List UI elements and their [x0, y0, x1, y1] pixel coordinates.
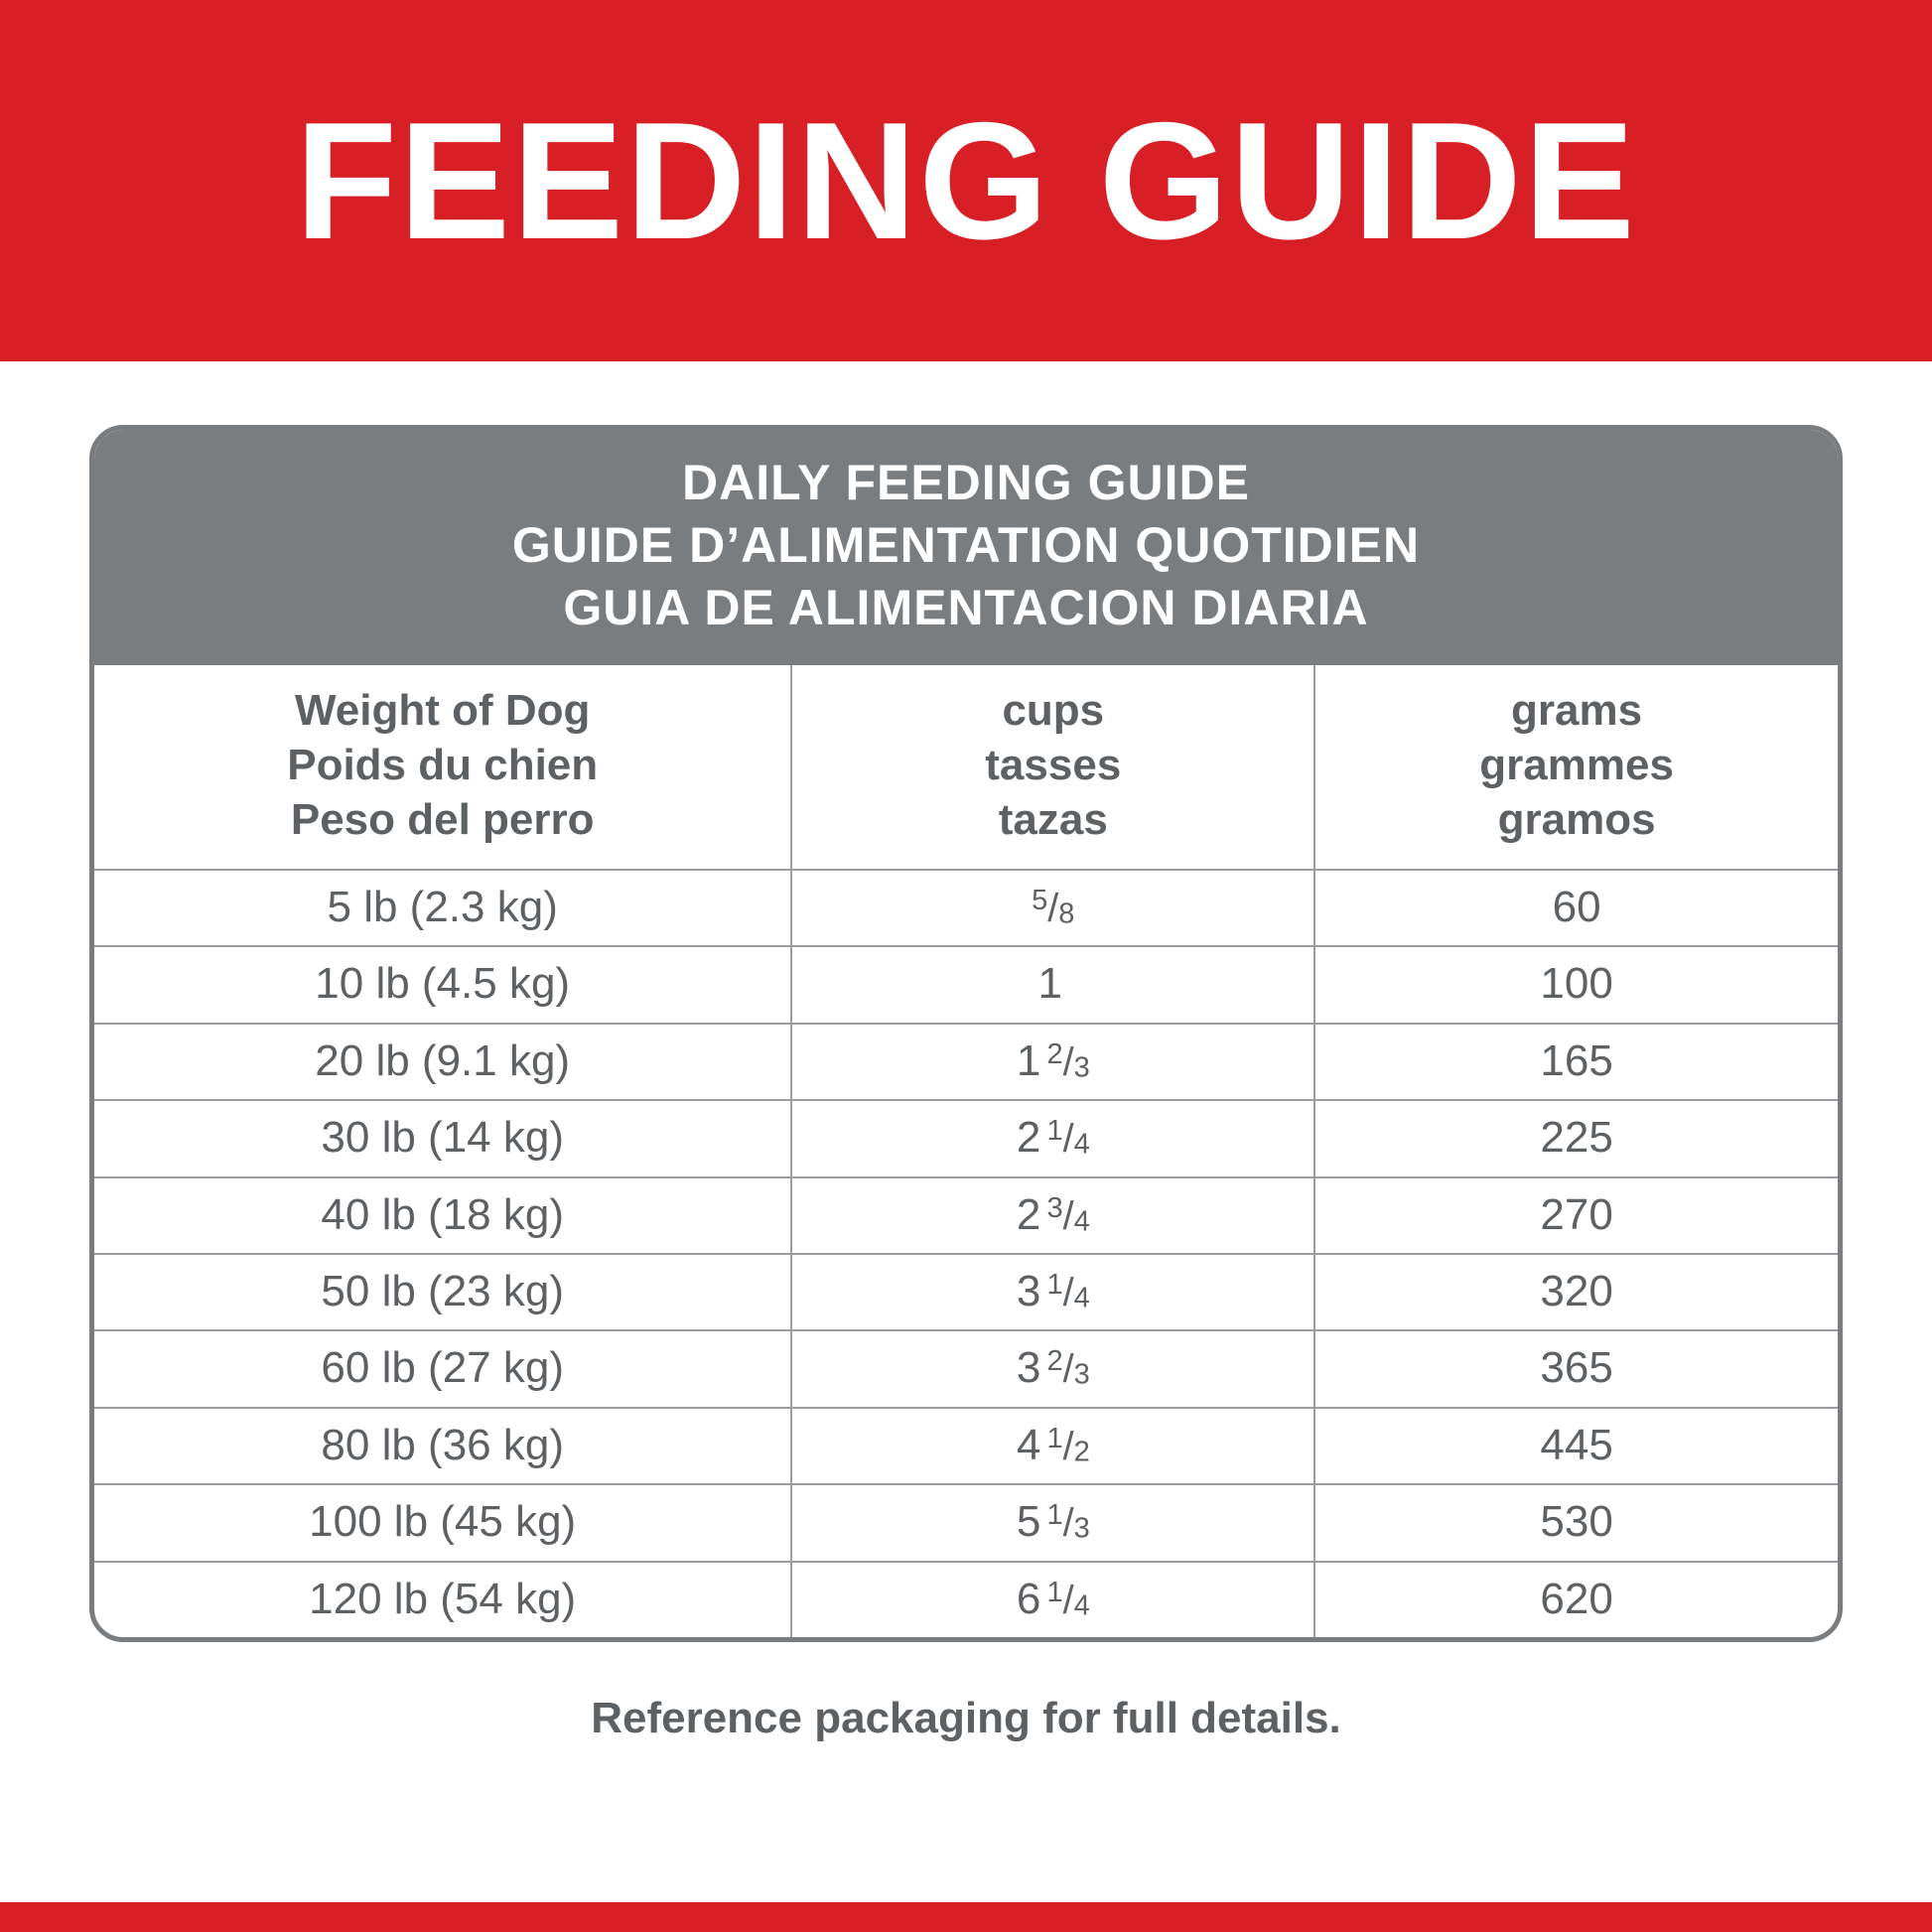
fraction-denominator: 3 [1073, 1512, 1090, 1545]
cell-grams: 100 [1314, 946, 1838, 1023]
fraction: 6 $^1/_4$ [1016, 1574, 1090, 1623]
cell-grams: 620 [1314, 1562, 1838, 1637]
table-row [94, 1562, 1838, 1637]
fraction: 2 $^3/_4$ [1016, 1189, 1090, 1239]
fraction-slash: / [1062, 1270, 1074, 1314]
feeding-card [89, 425, 1843, 1642]
fraction: 2 $^1/_4$ [1016, 1113, 1090, 1163]
table-body [94, 870, 1838, 1637]
cell-cups [791, 1484, 1314, 1561]
fraction-slash: / [1047, 887, 1059, 930]
table-row [94, 1484, 1838, 1561]
fraction-numerator: 1 [1046, 1268, 1063, 1301]
cell-cups [791, 870, 1314, 946]
cell-grams: 225 [1314, 1100, 1838, 1176]
fraction-numerator: 2 [1046, 1345, 1063, 1378]
table-row [94, 946, 1838, 1023]
fraction-denominator: 4 [1073, 1205, 1090, 1238]
cell-weight: 100 lb (45 kg) [94, 1484, 791, 1561]
cell-cups [791, 1562, 1314, 1637]
column-header-cups [791, 665, 1314, 870]
fraction-denominator: 3 [1073, 1359, 1090, 1392]
feeding-table-container [0, 361, 1932, 1743]
footnote: Reference packaging for full details. [591, 1693, 1341, 1742]
cell-grams: 165 [1314, 1024, 1838, 1100]
cell-grams: 320 [1314, 1254, 1838, 1330]
column-header-cups-en: cups [1002, 686, 1105, 735]
column-header-grams-es: gramos [1497, 795, 1656, 844]
card-header [94, 430, 1838, 665]
cell-cups [791, 1330, 1314, 1407]
cell-weight: 30 lb (14 kg) [94, 1100, 791, 1176]
fraction-numerator: 1 [1046, 1498, 1063, 1531]
cell-weight: 80 lb (36 kg) [94, 1408, 791, 1484]
table-row [94, 1254, 1838, 1330]
cell-cups [791, 1408, 1314, 1484]
fraction: 3 $^2/_3$ [1016, 1343, 1090, 1393]
fraction-slash: / [1062, 1424, 1074, 1468]
fraction-denominator: 4 [1073, 1282, 1090, 1314]
fraction-slash: / [1062, 1193, 1074, 1238]
table-row [94, 1177, 1838, 1254]
fraction-denominator: 3 [1073, 1051, 1090, 1084]
table-row [94, 1330, 1838, 1407]
fraction-numerator: 5 [1032, 884, 1048, 916]
column-header-cups-es: tazas [998, 795, 1108, 844]
cell-grams: 270 [1314, 1177, 1838, 1254]
fraction-numerator: 1 [1046, 1422, 1063, 1454]
column-header-weight [94, 665, 791, 870]
cell-cups [791, 1177, 1314, 1254]
table-row [94, 870, 1838, 946]
fraction-slash: / [1062, 1501, 1074, 1546]
cell-weight: 60 lb (27 kg) [94, 1330, 791, 1407]
daily-feeding-table [94, 665, 1838, 1637]
fraction-slash: / [1062, 1117, 1074, 1162]
card-header-line-fr: GUIDE D’ALIMENTATION QUOTIDIEN [511, 517, 1421, 573]
cell-weight: 20 lb (9.1 kg) [94, 1024, 791, 1100]
fraction-numerator: 1 [1046, 1114, 1063, 1147]
table-row [94, 1100, 1838, 1176]
fraction [1032, 884, 1074, 931]
table-header-row [94, 665, 1838, 870]
fraction-numerator: 2 [1046, 1037, 1063, 1070]
cell-cups [791, 1100, 1314, 1176]
fraction: 1 $^2/_3$ [1016, 1035, 1090, 1085]
fraction: 4 $^1/_2$ [1016, 1420, 1090, 1469]
fraction-denominator: 2 [1073, 1436, 1090, 1468]
cell-weight: 50 lb (23 kg) [94, 1254, 791, 1330]
cell-cups [791, 1024, 1314, 1100]
cell-grams: 365 [1314, 1330, 1838, 1407]
fraction: 5 $^1/_3$ [1016, 1497, 1090, 1547]
cell-cups [791, 1254, 1314, 1330]
cell-grams: 60 [1314, 870, 1838, 946]
card-header-line-es: GUIA DE ALIMENTACION DIARIA [563, 580, 1369, 635]
cell-weight: 5 lb (2.3 kg) [94, 870, 791, 946]
fraction-slash: / [1062, 1347, 1074, 1392]
column-header-weight-es: Peso del perro [290, 795, 595, 844]
cell-grams: 445 [1314, 1408, 1838, 1484]
fraction-numerator: 1 [1046, 1576, 1063, 1608]
column-header-grams-en: grams [1511, 686, 1643, 735]
fraction: 1 [1037, 959, 1062, 1009]
fraction: 3 $^1/_4$ [1016, 1266, 1090, 1315]
cell-grams: 530 [1314, 1484, 1838, 1561]
fraction-slash: / [1062, 1578, 1074, 1622]
column-header-cups-fr: tasses [985, 741, 1122, 789]
cell-weight: 120 lb (54 kg) [94, 1562, 791, 1637]
column-header-grams [1314, 665, 1838, 870]
page-title: FEEDING GUIDE [295, 87, 1637, 274]
cell-cups [791, 946, 1314, 1023]
fraction-denominator: 8 [1058, 897, 1075, 930]
footer-strip [0, 1902, 1932, 1932]
header-banner [0, 0, 1932, 361]
column-header-grams-fr: grammes [1479, 741, 1674, 789]
cell-weight: 40 lb (18 kg) [94, 1177, 791, 1254]
table-head [94, 665, 1838, 870]
fraction-numerator: 3 [1046, 1191, 1063, 1224]
fraction-denominator: 4 [1073, 1128, 1090, 1161]
table-row [94, 1408, 1838, 1484]
column-header-weight-fr: Poids du chien [287, 741, 599, 789]
fraction-slash: / [1062, 1039, 1074, 1084]
card-header-line-en: DAILY FEEDING GUIDE [682, 455, 1250, 510]
fraction-denominator: 4 [1073, 1589, 1090, 1622]
table-row [94, 1024, 1838, 1100]
cell-weight: 10 lb (4.5 kg) [94, 946, 791, 1023]
column-header-weight-en: Weight of Dog [295, 686, 591, 735]
